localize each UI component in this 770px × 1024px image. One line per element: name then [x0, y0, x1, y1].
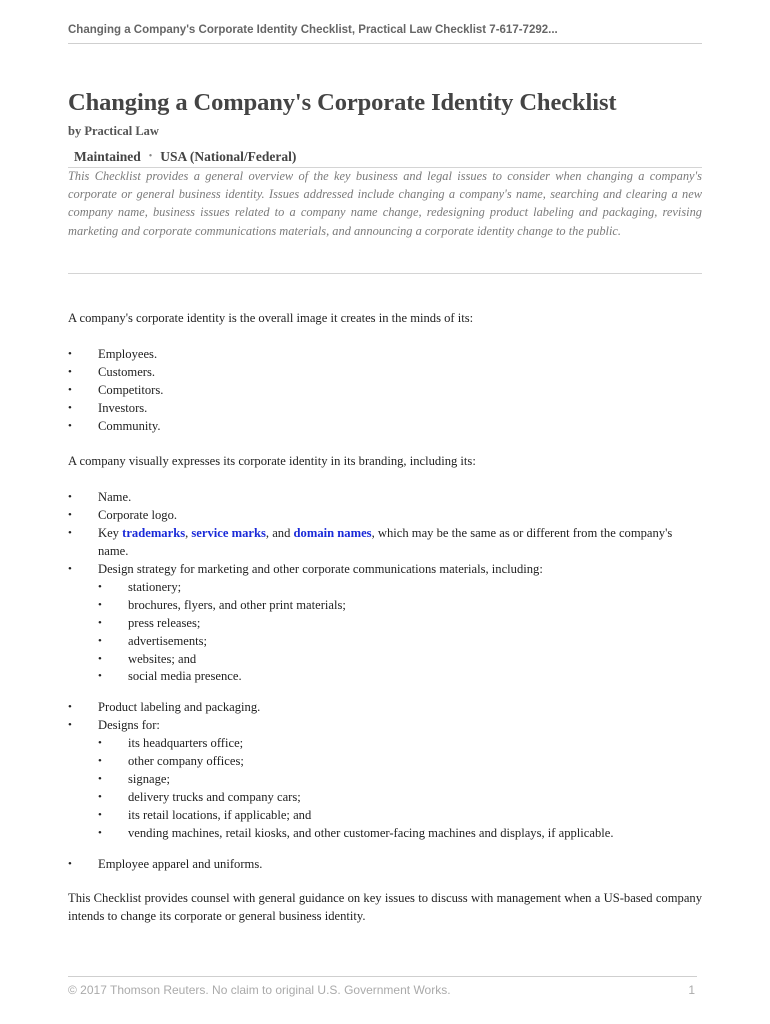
list-item-key-marks — [68, 525, 702, 561]
meta-separator: • — [148, 151, 153, 162]
list-item: • Name. — [68, 489, 702, 507]
list-item: • Employees. — [68, 346, 702, 364]
page-number: 1 — [688, 983, 695, 997]
abstract: This Checklist provides a general overview of the key business and legal issues to consider when changing a company's corporate or general business identity. Issues addressed include changing a company's name, searching and clearing a new company name, business issues related to a company name change, redesigning product labeling and packaging, revising marketing and corporate communications materials, and announcing a corporate identity change to the public. — [68, 169, 702, 238]
list-item: • Product labeling and packaging. — [68, 699, 702, 717]
sublist-item: • websites; and — [98, 651, 702, 669]
list-item: • Employee apparel and uniforms. — [68, 856, 702, 874]
and-text: , and — [265, 526, 294, 541]
service-marks-link[interactable]: service marks — [191, 526, 266, 541]
document-title: Changing a Company's Corporate Identity Checklist — [68, 89, 617, 116]
list-item: • Community. — [68, 418, 702, 436]
list-item: • Competitors. — [68, 382, 702, 400]
designs-for-label: Designs for: — [98, 718, 160, 733]
sublist-item: • social media presence. — [98, 668, 702, 686]
page-footer — [68, 976, 697, 997]
intro-paragraph-1: A company's corporate identity is the overall image it creates in the minds of its: — [68, 311, 474, 325]
trademarks-link[interactable]: trademarks — [122, 526, 186, 541]
copyright-notice: © 2017 Thomson Reuters. No claim to original U.S. Government Works. — [68, 983, 451, 997]
branding-list — [68, 489, 702, 873]
comma-text: , — [185, 526, 192, 541]
sublist-item: • its retail locations, if applicable; and — [98, 807, 702, 825]
document-meta — [68, 149, 702, 168]
running-header: Changing a Company's Corporate Identity Checklist, Practical Law Checklist 7-617-7292... — [68, 24, 702, 44]
intro-paragraph-2: A company visually expresses its corporate identity in its branding, including its: — [68, 454, 476, 469]
sublist-item: • stationery; — [98, 579, 702, 597]
design-sublist — [98, 579, 702, 686]
designs-sublist — [98, 735, 702, 842]
domain-names-link[interactable]: domain names — [293, 526, 372, 541]
sublist-item: • advertisements; — [98, 633, 702, 651]
key-suffix: , which may be the same as or different from the company's name. — [98, 526, 673, 559]
list-item: • Customers. — [68, 364, 702, 382]
sublist-item: • signage; — [98, 771, 702, 789]
sublist-item: • press releases; — [98, 615, 702, 633]
list-item-designs-for — [68, 717, 702, 842]
sublist-item: • vending machines, retail kiosks, and other customer-facing machines and displays, if applicable. — [98, 825, 702, 843]
abstract-divider — [68, 273, 702, 274]
list-item-design-strategy — [68, 561, 702, 686]
list-item: • Investors. — [68, 400, 702, 418]
sublist-item: • other company offices; — [98, 753, 702, 771]
status-badge: Maintained — [74, 149, 141, 164]
audience-list — [68, 346, 702, 436]
byline: by Practical Law — [68, 124, 159, 138]
list-item: • Corporate logo. — [68, 507, 702, 525]
closing-paragraph: This Checklist provides counsel with general guidance on key issues to discuss with management when a US-based company intends to change its corporate or general business identity. — [68, 891, 702, 924]
sublist-item: • delivery trucks and company cars; — [98, 789, 702, 807]
document-body — [68, 310, 702, 926]
sublist-item: • its headquarters office; — [98, 735, 702, 753]
sublist-item: • brochures, flyers, and other print materials; — [98, 597, 702, 615]
key-prefix: Key — [98, 526, 123, 541]
design-strategy-label: Design strategy for marketing and other corporate communications materials, including: — [98, 561, 543, 576]
jurisdiction-label: USA (National/Federal) — [160, 149, 297, 164]
